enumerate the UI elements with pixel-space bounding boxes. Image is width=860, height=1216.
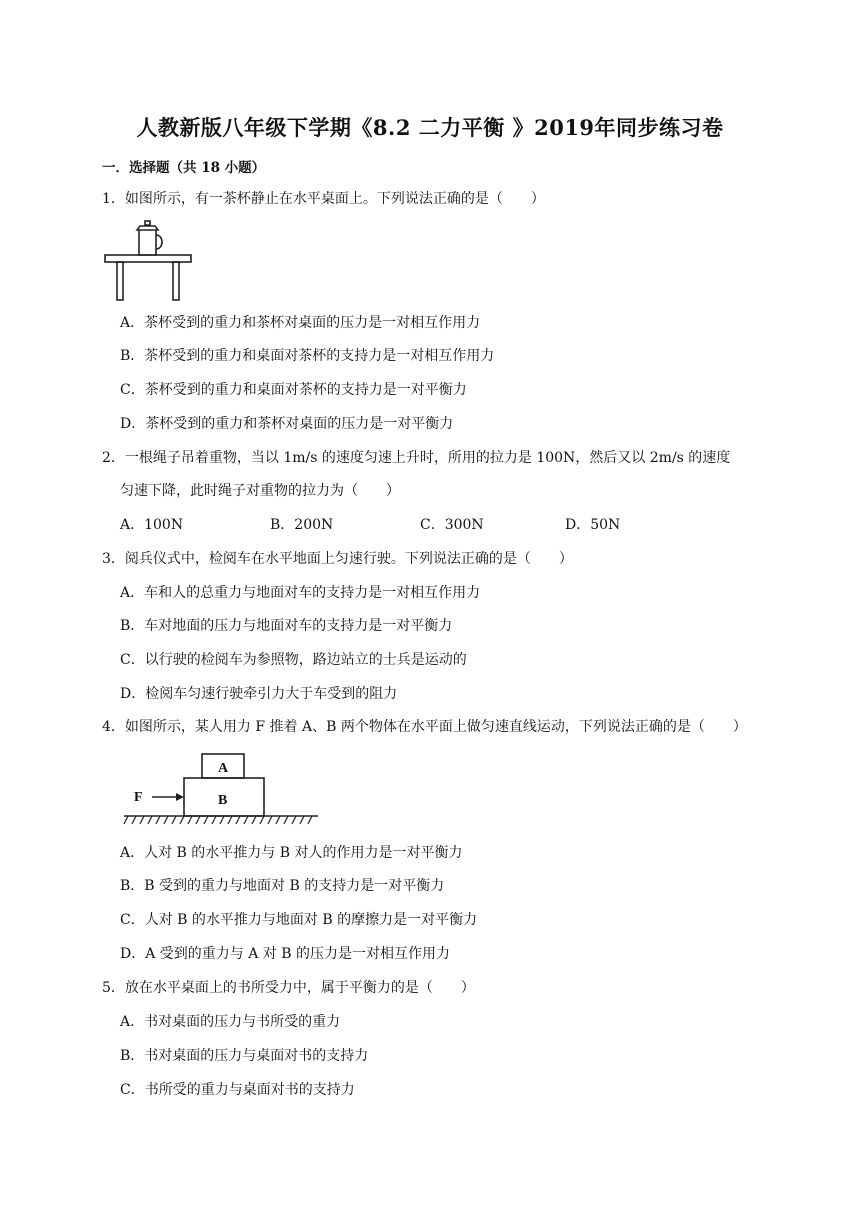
question-4-stem: 4．如图所示，某人用力 F 推着 A、B 两个物体在水平面上做匀速直线运动，下列说法正确的是（ ） [102, 719, 747, 735]
question-2-stem-line-2: 匀速下降，此时绳子对重物的拉力为（ ） [120, 483, 400, 499]
question-2-option-b: B．200N [270, 517, 334, 533]
question-1-option-b: B．茶杯受到的重力和桌面对茶杯的支持力是一对相互作用力 [120, 348, 495, 364]
question-4-option-c: C．人对 B 的水平推力与地面对 B 的摩擦力是一对平衡力 [120, 912, 478, 928]
question-5-stem: 5．放在水平桌面上的书所受力中，属于平衡力的是（ ） [102, 980, 475, 996]
question-2-option-a: A．100N [120, 517, 184, 533]
question-5-option-c: C．书所受的重力与桌面对书的支持力 [120, 1082, 355, 1098]
question-2-option-d: D．50N [565, 517, 621, 533]
question-4-option-d: D．A 受到的重力与 A 对 B 的压力是一对相互作用力 [120, 946, 450, 962]
question-5-option-b: B．书对桌面的压力与桌面对书的支持力 [120, 1048, 369, 1064]
question-1-option-d: D．茶杯受到的重力和茶杯对桌面的压力是一对平衡力 [120, 416, 454, 432]
question-2-stem-line-1: 2．一根绳子吊着重物，当以 1m/s 的速度匀速上升时，所用的拉力是 100N，然后又以 2m/s 的速度 [102, 450, 731, 466]
teacup-on-table-figure [103, 218, 195, 304]
question-4-option-b: B．B 受到的重力与地面对 B 的支持力是一对平衡力 [120, 878, 445, 894]
question-3-option-c: C．以行驶的检阅车为参照物，路边站立的士兵是运动的 [120, 652, 467, 668]
question-1-option-a: A．茶杯受到的重力和茶杯对桌面的压力是一对相互作用力 [120, 315, 481, 331]
block-b-label: B [218, 793, 228, 808]
force-f-label: F [134, 790, 143, 805]
question-3-option-b: B．车对地面的压力与地面对车的支持力是一对平衡力 [120, 618, 453, 634]
blocks-pushed-figure [122, 748, 322, 832]
question-5-option-a: A．书对桌面的压力与书所受的重力 [120, 1014, 341, 1030]
block-a-label: A [218, 761, 229, 776]
question-4-option-a: A．人对 B 的水平推力与 B 对人的作用力是一对平衡力 [120, 845, 463, 861]
force-arrowhead [176, 793, 184, 801]
section-heading: 一．选择题（共 18 小题） [102, 160, 266, 176]
question-3-stem: 3．阅兵仪式中，检阅车在水平地面上匀速行驶。下列说法正确的是（ ） [102, 551, 573, 567]
question-1-stem: 1．如图所示，有一茶杯静止在水平桌面上。下列说法正确的是（ ） [102, 191, 545, 207]
question-1-option-c: C．茶杯受到的重力和桌面对茶杯的支持力是一对平衡力 [120, 382, 467, 398]
document-title: 人教新版八年级下学期《8.2 二力平衡 》2019年同步练习卷 [136, 115, 724, 140]
question-3-option-a: A．车和人的总重力与地面对车的支持力是一对相互作用力 [120, 585, 481, 601]
question-3-option-d: D．检阅车匀速行驶牵引力大于车受到的阻力 [120, 686, 398, 702]
question-2-option-c: C．300N [420, 517, 484, 533]
